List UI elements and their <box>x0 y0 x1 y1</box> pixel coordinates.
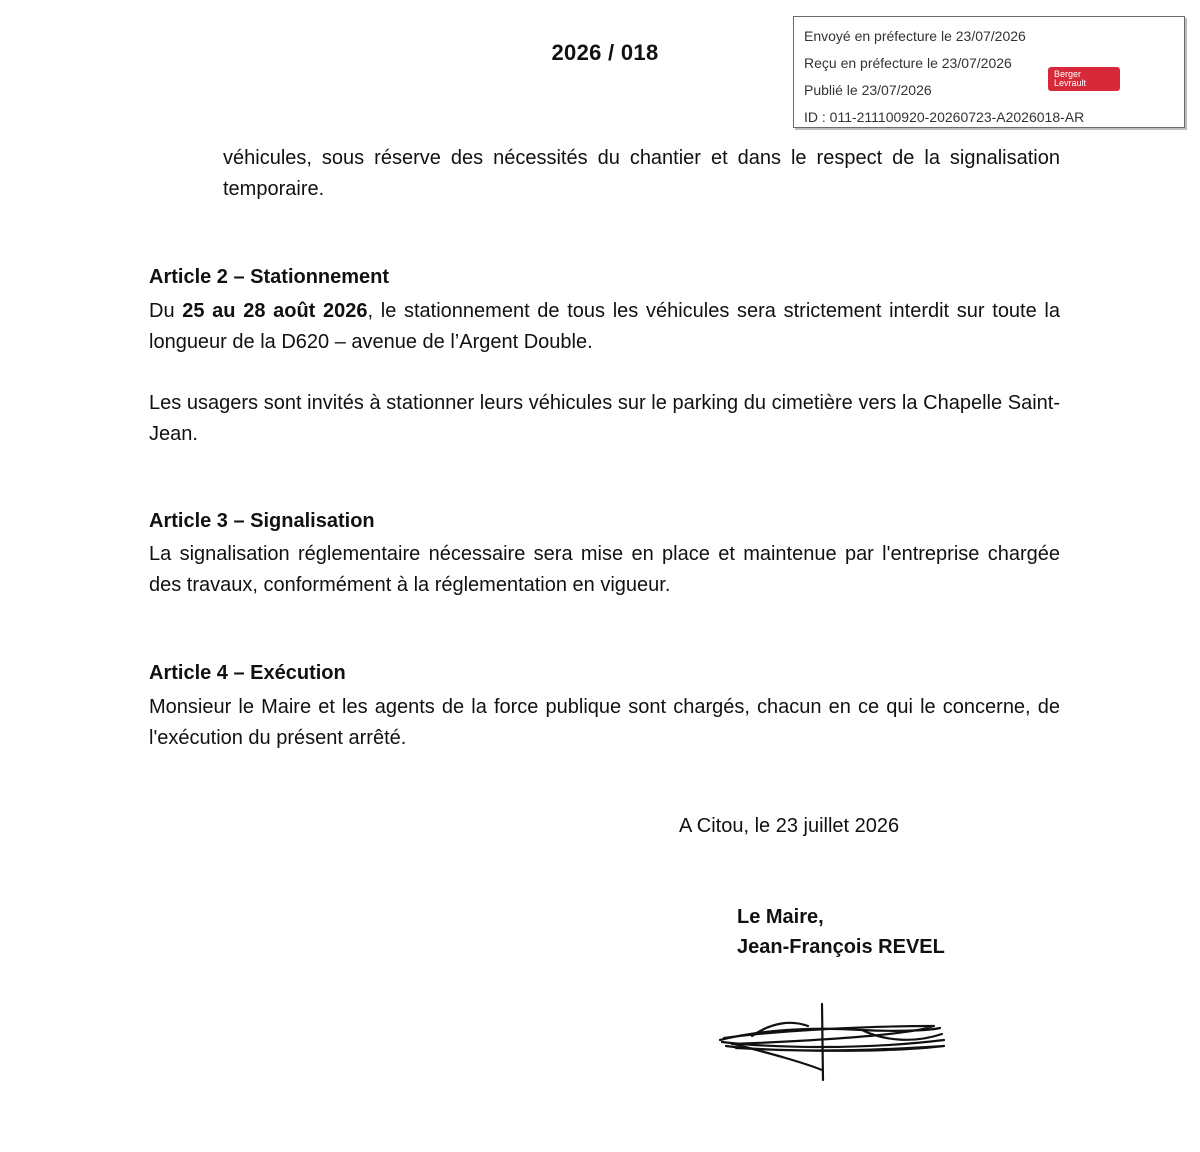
berger-levrault-logo: Berger Levrault <box>1048 67 1120 91</box>
stamp-id-line: ID : 011-211100920-20260723-A2026018-AR <box>804 109 1085 125</box>
document-reference: 2026 / 018 <box>551 40 659 65</box>
article-3-paragraph: La signalisation réglementaire nécessaire sera mise en place et maintenue par l'entreprise chargée des travaux, conformément à la réglementation en vigueur. <box>149 543 1060 596</box>
article-2-dates: 25 au 28 août 2026 <box>182 300 368 322</box>
article-2-intro: Du <box>149 300 183 322</box>
article-4-paragraph: Monsieur le Maire et les agents de la force publique sont chargés, chacun en ce qui le concerne, de l'exécution du présent arrêté. <box>149 696 1060 749</box>
stamp-received-line: Reçu en préfecture le 23/07/2026 <box>804 55 1012 71</box>
signatory-name: Jean-François REVEL <box>737 936 945 958</box>
stamp-sent-line: Envoyé en préfecture le 23/07/2026 <box>804 28 1026 44</box>
article-3-heading: Article 3 – Signalisation <box>149 510 375 532</box>
article-2-heading: Article 2 – Stationnement <box>149 266 390 288</box>
prefecture-stamp <box>793 16 1185 128</box>
stamp-published-line: Publié le 23/07/2026 <box>804 82 932 98</box>
signatory-title: Le Maire, <box>737 906 824 928</box>
place-date: A Citou, le 23 juillet 2026 <box>679 815 900 837</box>
continuation-paragraph: véhicules, sous réserve des nécessités du chantier et dans le respect de la signalisation temporaire. <box>223 147 1060 200</box>
article-4-heading: Article 4 – Exécution <box>149 662 346 684</box>
article-2-rest: , le stationnement de tous les véhicules sera strictement interdit sur toute la longueur de la D620 – avenue de l’Argent Double. <box>149 300 1060 353</box>
article-2-paragraph-1 <box>149 296 1060 358</box>
article-2-paragraph-2: Les usagers sont invités à stationner leurs véhicules sur le parking du cimetière vers la Chapelle Saint-Jean. <box>149 392 1060 445</box>
mayor-signature <box>712 1000 952 1086</box>
